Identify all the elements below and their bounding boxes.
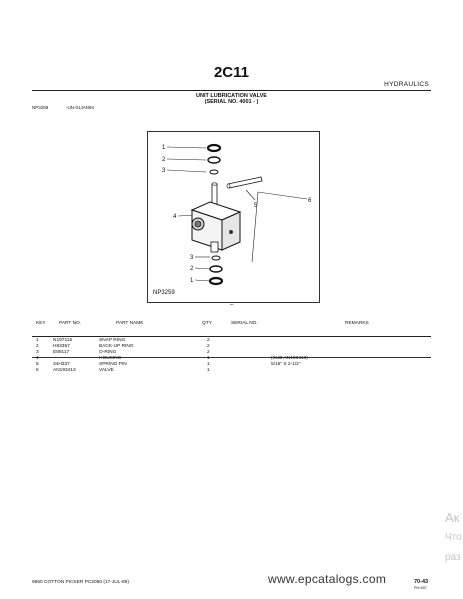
group-title: UNIT LUBRICATION VALVE [196,93,267,99]
exploded-view-figure [147,131,320,303]
cell-qty: 2 [207,344,210,349]
valve-drawing [148,132,319,302]
cell-part-no: H83357 [53,344,70,349]
page-number: 2C11 [213,64,250,81]
footer-model-info: 9950 COTTON PICKER PC2080 (17-JUL-89) [32,580,129,585]
cell-qty: 1 [207,368,210,373]
cell-qty: 1 [207,362,210,367]
illustration-code: NP3259 [32,105,49,110]
callout-2-bottom: 2 [190,266,194,272]
top-rings [208,145,220,174]
cell-qty: 1 [207,356,210,361]
table-header-divider [32,336,431,337]
figure-label: NP3259 [153,290,175,296]
valve-housing [192,183,240,252]
cell-qty: 2 [207,350,210,355]
cell-part-name: VALVE [99,368,114,373]
watermark-text [445,508,462,568]
cell-part-name: O-RING [99,350,117,355]
figure-dash: – [230,302,234,308]
cell-part-no: E89117 [53,350,70,355]
callout-3-top: 3 [162,168,166,174]
col-header-qty: QTY [202,321,212,326]
cell-key: 5 [36,362,39,367]
callout-5: 5 [254,203,258,209]
watermark-line: Ак [445,510,460,525]
cell-part-no: 34H337 [53,362,70,367]
footer-pn: PN=007 [414,586,427,590]
callout-1-top: 1 [162,145,166,151]
cell-key: 6 [36,368,39,373]
callout-3-bottom: 3 [190,255,194,261]
section-name: HYDRAULICS [384,81,429,88]
watermark-line: раз [445,552,461,563]
header-divider [32,90,431,91]
cell-key: 4 [36,356,39,361]
callout-1-bottom: 1 [190,278,194,284]
cell-part-name: HOUSING [99,356,122,361]
table-row [0,368,463,374]
col-header-remarks: REMARKS [345,321,369,326]
col-header-serial-no: SERIAL NO. [231,321,258,326]
footer-page-number: 70-43 [414,579,429,585]
serial-range: (SERIAL NO. 4001 - ) [204,99,259,105]
watermark-line: Что [445,532,462,543]
cell-key: 2 [36,344,39,349]
illustration-date: -UN-01JAN94 [66,105,95,110]
footer-website-watermark: www.epcatalogs.com [268,572,387,586]
cell-qty: 2 [207,338,210,343]
callout-4: 4 [173,214,177,220]
callout-6: 6 [308,198,312,204]
cell-key: 1 [36,338,39,343]
spring-pin [227,177,262,188]
bottom-rings [210,256,222,284]
cell-part-no: AN193413 [53,368,76,373]
cell-part-name: BACK-UP RING [99,344,134,349]
callout-2-top: 2 [162,157,166,163]
cell-serial: (SUB AN193413) [271,356,308,361]
col-header-key: KEY [36,321,46,326]
col-header-part-no: PART NO. [59,321,82,326]
cell-part-name: SNAP RING [99,338,126,343]
cell-key: 3 [36,350,39,355]
cell-part-no: N197115 [53,338,73,343]
col-header-part-name: PART NAME [116,321,144,326]
cell-serial: 5/16" X 2-1/2" [271,362,301,367]
cell-part-name: SPRING PIN [99,362,127,367]
